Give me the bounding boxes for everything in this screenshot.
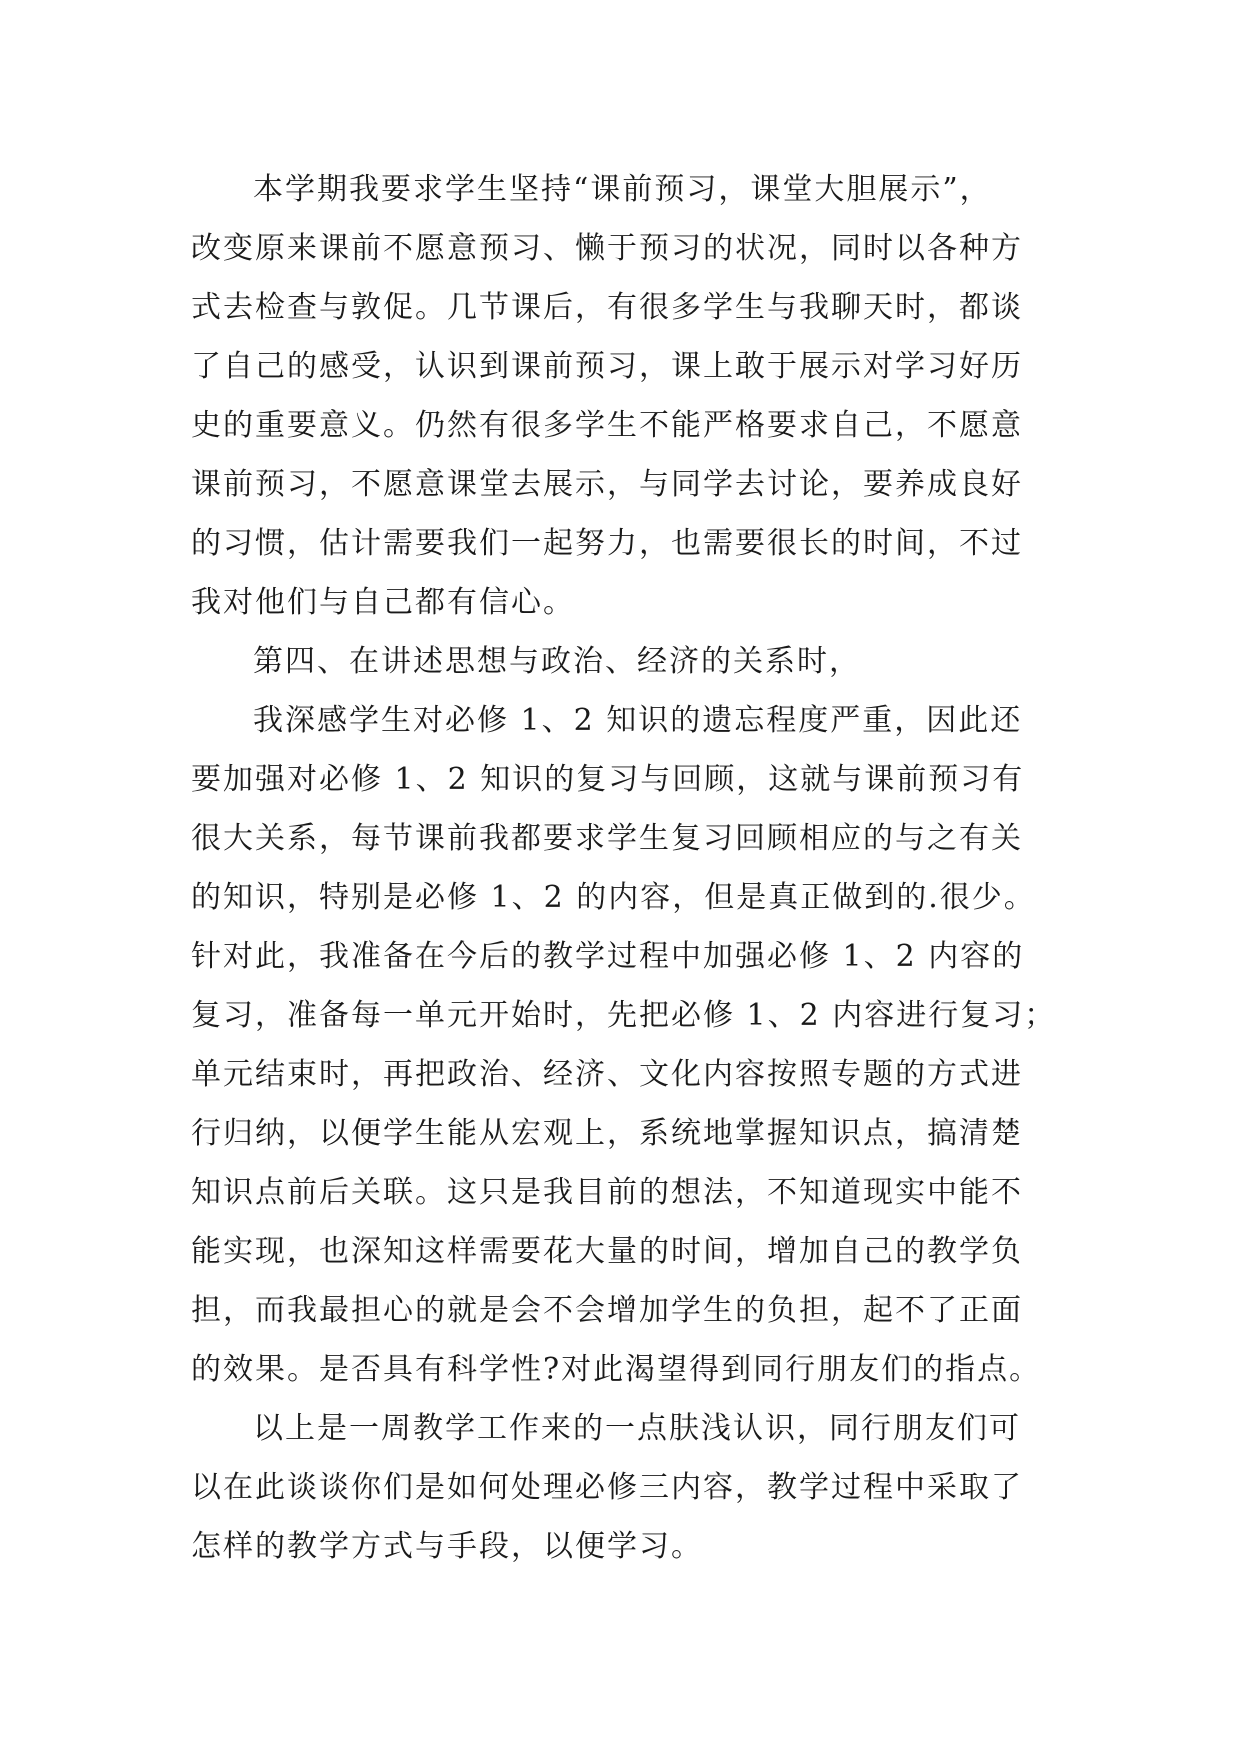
- paragraph-line: 改变原来课前不愿意预习、懒于预习的状况，同时以各种方: [191, 231, 1023, 266]
- paragraph-line: 的习惯，估计需要我们一起努力，也需要很长的时间，不过: [191, 526, 1023, 561]
- paragraph-line: 能实现，也深知这样需要花大量的时间，增加自己的教学负: [191, 1234, 1023, 1269]
- paragraph-line: 式去检查与敦促。几节课后，有很多学生与我聊天时，都谈: [191, 290, 1023, 325]
- paragraph-line: 针对此，我准备在今后的教学过程中加强必修 1、2 内容的: [191, 939, 1025, 974]
- paragraph-line: 史的重要意义。仍然有很多学生不能严格要求自己，不愿意: [191, 408, 1023, 443]
- paragraph-line: 复习，准备每一单元开始时，先把必修 1、2 内容进行复习；: [191, 998, 1057, 1033]
- paragraph-line: 我深感学生对必修 1、2 知识的遗忘程度严重，因此还: [253, 703, 1023, 738]
- paragraph-line: 行归纳，以便学生能从宏观上，系统地掌握知识点，搞清楚: [191, 1116, 1023, 1151]
- paragraph-line: 以在此谈谈你们是如何处理必修三内容，教学过程中采取了: [191, 1470, 1023, 1505]
- paragraph-line: 的知识，特别是必修 1、2 的内容，但是真正做到的.很少。: [191, 880, 1036, 915]
- paragraph-line: 本学期我要求学生坚持“课前预习，课堂大胆展示”，: [253, 172, 992, 207]
- paragraph-line: 担，而我最担心的就是会不会增加学生的负担，起不了正面: [191, 1293, 1023, 1328]
- paragraph-line: 以上是一周教学工作来的一点肤浅认识，同行朋友们可: [253, 1411, 1021, 1446]
- paragraph-line: 的效果。是否具有科学性?对此渴望得到同行朋友们的指点。: [191, 1352, 1042, 1387]
- paragraph-line: 知识点前后关联。这只是我目前的想法，不知道现实中能不: [191, 1175, 1023, 1210]
- paragraph-line: 怎样的教学方式与手段，以便学习。: [191, 1529, 703, 1564]
- paragraph-line: 单元结束时，再把政治、经济、文化内容按照专题的方式进: [191, 1057, 1023, 1092]
- paragraph-line: 第四、在讲述思想与政治、经济的关系时，: [253, 644, 861, 679]
- paragraph-line: 很大关系，每节课前我都要求学生复习回顾相应的与之有关: [191, 821, 1023, 856]
- paragraph-line: 课前预习，不愿意课堂去展示，与同学去讨论，要养成良好: [191, 467, 1023, 502]
- paragraph-line: 要加强对必修 1、2 知识的复习与回顾，这就与课前预习有: [191, 762, 1025, 797]
- paragraph-line: 了自己的感受，认识到课前预习，课上敢于展示对学习好历: [191, 349, 1023, 384]
- paragraph-line: 我对他们与自己都有信心。: [191, 585, 575, 620]
- document-body: [191, 160, 1057, 1576]
